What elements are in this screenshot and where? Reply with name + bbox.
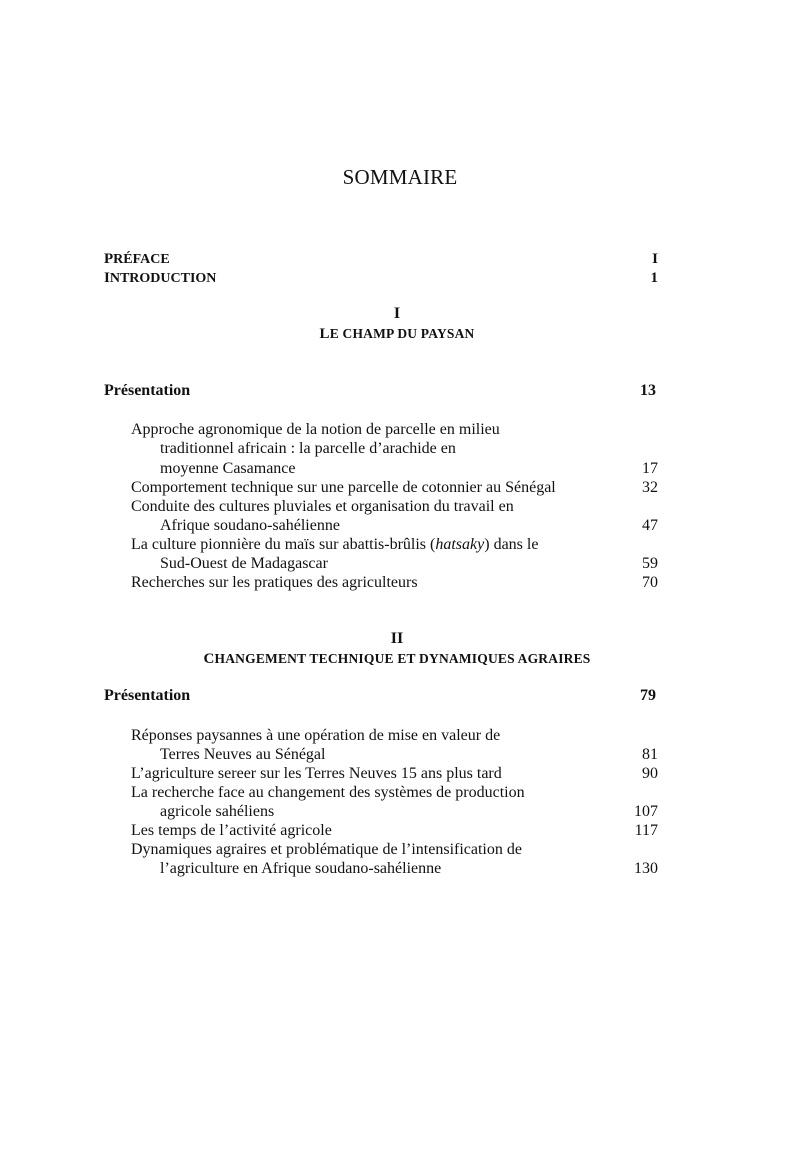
entry-text: Réponses paysannes à une opération de mise en valeur de (131, 727, 501, 744)
toc-entry[interactable] (131, 420, 658, 478)
toc-entry[interactable] (131, 573, 658, 592)
entry-text: La culture pionnière du maïs sur abattis-brûlis (hatsaky) dans le (131, 536, 539, 553)
toc-entry[interactable] (131, 535, 658, 574)
entry-text: Terres Neuves au Sénégal (160, 746, 326, 764)
toc-entry[interactable] (131, 497, 658, 536)
entry-text: Comportement technique sur une parcelle de cotonnier au Sénégal (131, 479, 556, 496)
entry-page: 81 (642, 746, 658, 764)
presentation-page: 79 (640, 687, 656, 704)
entry-text: Conduite des cultures pluviales et organisation du travail en (131, 498, 514, 515)
toc-label-preface: PRÉFACE (104, 251, 170, 267)
toc-row-presentation-part-1[interactable] (104, 382, 656, 400)
entry-page: 47 (642, 517, 658, 535)
entry-text: Approche agronomique de la notion de parcelle en milieu (131, 421, 500, 438)
part-2-number: II (390, 630, 404, 647)
toc-entry[interactable] (131, 783, 658, 822)
entry-page: 59 (642, 555, 658, 573)
entry-text: Sud-Ouest de Madagascar (160, 555, 328, 573)
toc-entry[interactable] (131, 821, 658, 840)
presentation-label: Présentation (104, 687, 191, 704)
entry-text: L’agriculture sereer sur les Terres Neuves 15 ans plus tard (131, 765, 502, 782)
entry-page: 70 (642, 574, 658, 591)
toc-label-introduction: INTRODUCTION (104, 270, 217, 286)
entry-page: 17 (642, 459, 658, 477)
presentation-label: Présentation (104, 382, 191, 399)
toc-page-preface: I (652, 251, 658, 267)
entry-page: 90 (642, 765, 658, 782)
presentation-page: 13 (640, 382, 656, 399)
part-1-number: I (393, 305, 401, 322)
entry-text: Afrique soudano-sahélienne (160, 517, 340, 535)
entry-text: l’agriculture en Afrique soudano-sahélienne (160, 860, 442, 878)
entry-text: La recherche face au changement des systèmes de production (131, 784, 525, 801)
toc-row-introduction[interactable] (104, 269, 658, 288)
toc-entry[interactable] (131, 478, 658, 497)
entry-page: 107 (634, 803, 658, 821)
entry-text: Les temps de l’activité agricole (131, 822, 332, 839)
toc-row-presentation-part-2[interactable] (104, 687, 656, 705)
toc-row-preface[interactable] (104, 250, 658, 269)
part-1-title: LE CHAMP DU PAYSAN (319, 326, 475, 342)
entry-text: agricole sahéliens (160, 803, 275, 821)
entry-text: moyenne Casamance (160, 459, 296, 477)
entry-text: Dynamiques agraires et problématique de l’intensification de (131, 841, 522, 858)
toc-entry[interactable] (131, 726, 658, 765)
toc-entry[interactable] (131, 764, 658, 783)
entry-text: Recherches sur les pratiques des agriculteurs (131, 574, 418, 591)
entry-text: traditionnel africain : la parcelle d’arachide en (160, 440, 456, 458)
entry-page: 32 (642, 479, 658, 496)
toc-page-introduction: 1 (650, 270, 658, 286)
entry-page: 130 (634, 860, 658, 878)
page-title: SOMMAIRE (342, 165, 458, 189)
part-2-title: CHANGEMENT TECHNIQUE ET DYNAMIQUES AGRAIRES (203, 651, 591, 667)
entry-page: 117 (634, 822, 658, 839)
toc-entry[interactable] (131, 840, 658, 879)
